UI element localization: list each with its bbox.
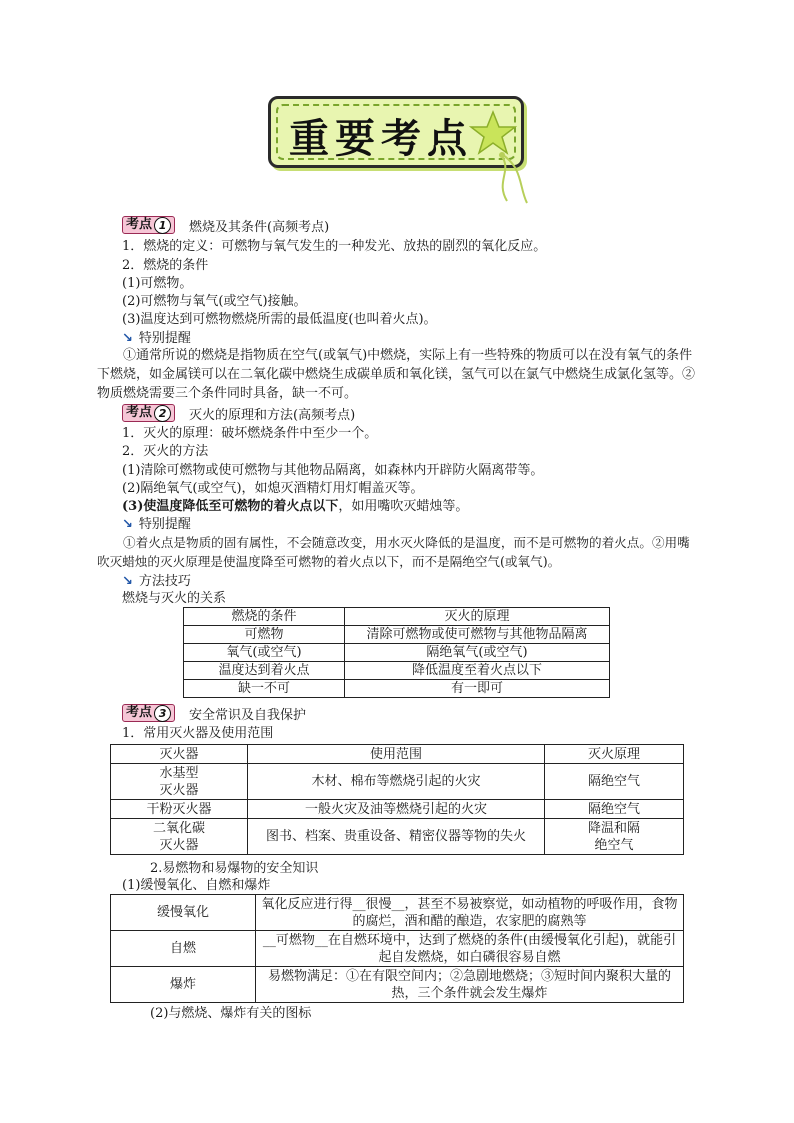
table-cell: 易燃物满足：①在有限空间内；②急剧地燃烧；③短时间内聚积大量的热，三个条件就会发生爆炸 (256, 967, 684, 1003)
arrow-icon: ↘ (122, 517, 133, 532)
table-row (111, 819, 684, 855)
arrow-icon: ↘ (122, 331, 133, 346)
kd1-title: 燃烧及其条件(高频考点) (189, 219, 330, 235)
kd1-line-5: (3)温度达到可燃物燃烧所需的最低温度(也叫着火点)。 (122, 312, 437, 327)
header-badge-frame (268, 96, 524, 168)
kd3-line-4: (2)与燃烧、爆炸有关的图标 (150, 1006, 312, 1021)
table-header-cell: 使用范围 (248, 745, 545, 764)
kd1-label: 考点 (126, 217, 153, 232)
kd2-label: 考点 (126, 405, 153, 420)
kd1-line-4: (2)可燃物与氧气(或空气)接触。 (122, 294, 307, 309)
table-row (111, 931, 684, 967)
table-header-cell: 灭火的原理 (345, 608, 610, 626)
kd1-line-1: 1．燃烧的定义：可燃物与氧气发生的一种发光、放热的剧烈的氧化反应。 (122, 239, 547, 254)
table-cell: 有一即可 (345, 680, 610, 698)
table-row (111, 895, 684, 931)
kd3-heading (122, 704, 306, 722)
table-cell: 干粉灭火器 (111, 800, 248, 819)
kd2-line-5-emphasis: (3)使温度降低至可燃物的着火点以下 (122, 499, 339, 514)
arrow-icon: ↘ (122, 574, 133, 589)
extinguisher-table (110, 744, 684, 855)
page-title: 重要考点 (289, 116, 473, 162)
table-cell: 隔绝空气 (545, 764, 684, 800)
table-row (184, 662, 610, 680)
table-cell: 隔绝空气 (545, 800, 684, 819)
table-cell: 氧化反应进行得__很慢__，甚至不易被察觉，如动植物的呼吸作用，食物的腐烂，酒和醋的酿造，农家肥的腐熟等 (256, 895, 684, 931)
kd3-number: 3 (154, 705, 171, 722)
kd3-title: 安全常识及自我保护 (189, 707, 307, 723)
kd2-tip2-label: 方法技巧 (138, 574, 191, 589)
table-cell: 隔绝氧气(或空气) (345, 644, 610, 662)
table-cell-text: 二氧化碳灭火器 (152, 820, 205, 853)
table-cell (545, 819, 684, 855)
kd2-line-3: (1)清除可燃物或使可燃物与其他物品隔离，如森林内开辟防火隔离带等。 (122, 463, 544, 478)
kd2-table-caption: 燃烧与灭火的关系 (122, 591, 227, 606)
kd3-line-2: 2.易燃物和易爆物的安全知识 (150, 861, 319, 876)
table-cell: 清除可燃物或使可燃物与其他物品隔离 (345, 626, 610, 644)
kd1-tip-label: 特别提醒 (138, 331, 191, 346)
table-cell: __可燃物__在自燃环境中，达到了燃烧的条件(由缓慢氧化引起)，就能引起自发燃烧，如白磷很容易自燃 (256, 931, 684, 967)
kd1-heading (122, 216, 329, 234)
kd2-line-5-rest: ，如用嘴吹灭蜡烛等。 (338, 499, 469, 514)
kd2-line-1: 1．灭火的原理：破坏燃烧条件中至少一个。 (122, 426, 378, 441)
kd2-tip-label: 特别提醒 (138, 517, 191, 532)
oxidation-table (110, 894, 684, 1003)
kd2-line-4: (2)隔绝氧气(或空气)，如熄灭酒精灯用灯帽盖灭等。 (122, 481, 424, 496)
table-cell-text: 水基型灭火器 (159, 765, 199, 798)
table-cell: 降低温度至着火点以下 (345, 662, 610, 680)
kd2-title: 灭火的原理和方法(高频考点) (189, 407, 356, 423)
table-header-cell: 燃烧的条件 (184, 608, 345, 626)
table-row (111, 764, 684, 800)
table-row (184, 644, 610, 662)
table-cell: 温度达到着火点 (184, 662, 345, 680)
table-row (184, 680, 610, 698)
table-header-row (184, 608, 610, 626)
table-cell (111, 764, 248, 800)
kd3-line-3: (1)缓慢氧化、自燃和爆炸 (122, 878, 271, 893)
table-cell: 可燃物 (184, 626, 345, 644)
table-row (184, 626, 610, 644)
kd1-badge (122, 216, 175, 234)
table-cell: 木材、棉布等燃烧引起的火灾 (248, 764, 545, 800)
kd2-tip2 (122, 573, 191, 591)
kd2-paragraph: ①着火点是物质的固有属性，不会随意改变，用水灭火降低的是温度，而不是可燃物的着火点。②用嘴吹灭蜡烛的灭火原理是使温度降至可燃物的着火点以下，而不是隔绝空气(或氧气)。 (97, 535, 690, 569)
table-cell: 一般火灾及油等燃烧引起的火灾 (248, 800, 545, 819)
table-cell-text: 降温和隔绝空气 (587, 820, 640, 853)
table-row (111, 967, 684, 1003)
table-cell: 自燃 (111, 931, 256, 967)
star-icon (469, 109, 517, 157)
table-row (111, 800, 684, 819)
table-header-row (111, 745, 684, 764)
table-header-cell: 灭火原理 (545, 745, 684, 764)
table-cell: 氧气(或空气) (184, 644, 345, 662)
header-badge (268, 96, 530, 206)
table-cell: 缺一不可 (184, 680, 345, 698)
table-cell: 爆炸 (111, 967, 256, 1003)
kd1-paragraph: ①通常所说的燃烧是指物质在空气(或氧气)中燃烧，实际上有一些特殊的物质可以在没有氧气的条件下燃烧，如金属镁可以在二氧化碳中燃烧生成碳单质和氧化镁，氢气可以在氯气中燃烧生成氯化氢等。②物质燃烧需要三个条件同时具备，缺一不可。 (97, 348, 696, 401)
kd2-badge (122, 404, 175, 422)
kd1-line-2: 2．燃烧的条件 (122, 258, 209, 273)
kd1-line-3: (1)可燃物。 (122, 276, 193, 291)
kd2-tip (122, 516, 191, 534)
table-cell: 缓慢氧化 (111, 895, 256, 931)
kd2-number: 2 (154, 405, 171, 422)
fire-relation-table (183, 607, 610, 698)
kd2-line-2: 2．灭火的方法 (122, 444, 209, 459)
kd2-line-5 (122, 498, 468, 516)
table-cell (111, 819, 248, 855)
kd3-label: 考点 (126, 705, 153, 720)
kd1-number: 1 (154, 217, 171, 234)
table-cell: 图书、档案、贵重设备、精密仪器等物的失火 (248, 819, 545, 855)
kd2-heading (122, 404, 355, 422)
ribbon-icon (493, 151, 533, 206)
table-header-cell: 灭火器 (111, 745, 248, 764)
kd3-line-1: 1．常用灭火器及使用范围 (122, 726, 274, 741)
kd3-badge (122, 704, 175, 722)
